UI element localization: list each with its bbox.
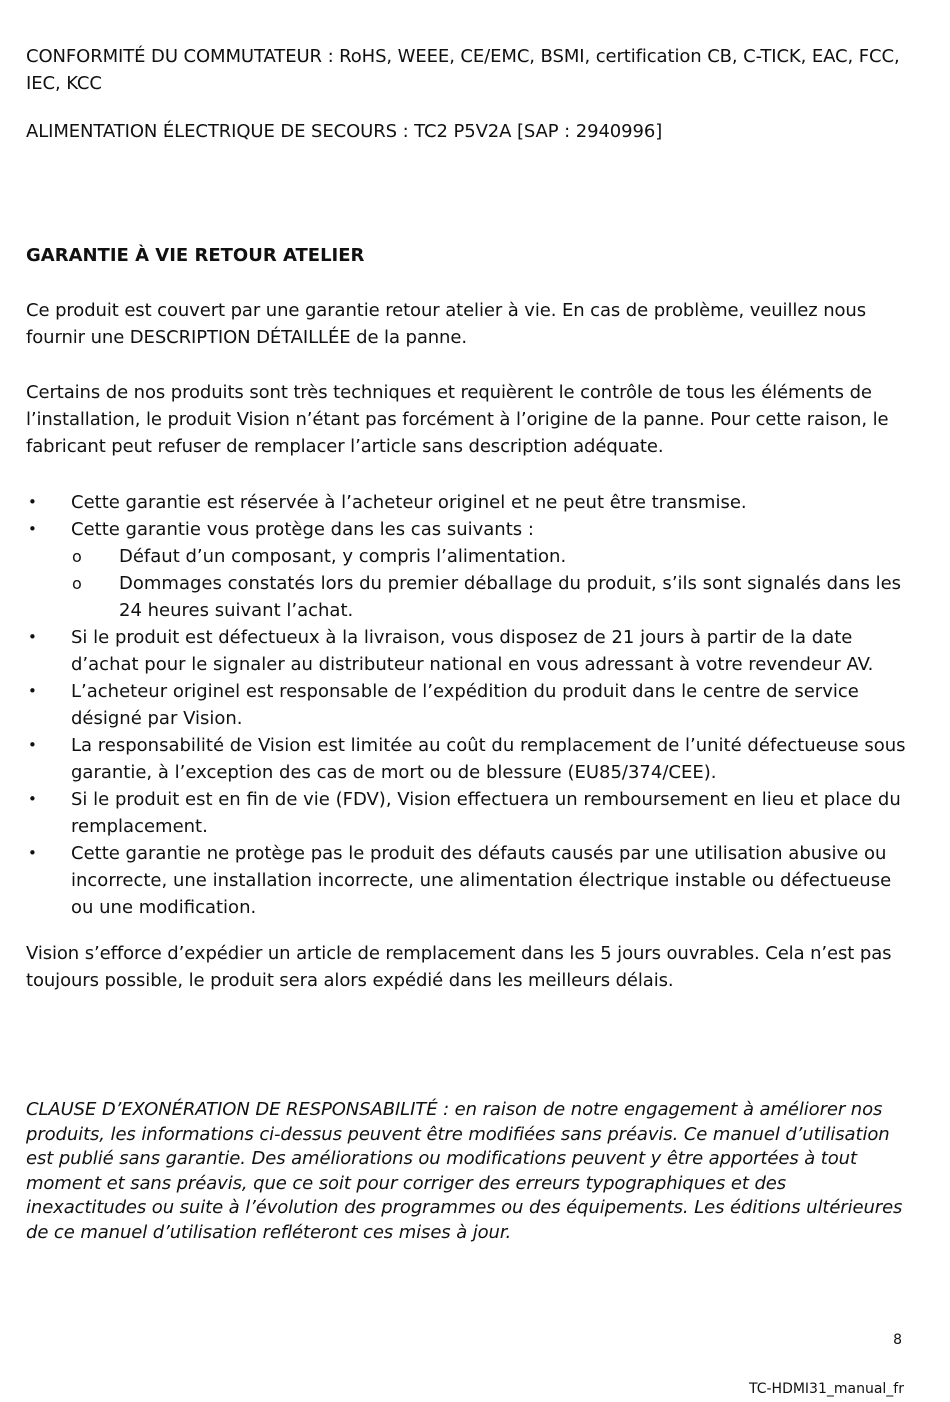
sub-list-item-text: Dommages constatés lors du premier déballage du produit, s’ils sont signalés dans les 24 heures suivant l’achat. [119,573,902,621]
warranty-conditions-list [26,489,906,921]
list-item [26,732,906,786]
bullet-icon: • [28,736,37,754]
page-number: 8 [893,1332,902,1348]
list-item-text: Cette garantie est réservée à l’acheteur originel et ne peut être transmise. [71,492,747,513]
bullet-icon: • [28,682,37,700]
list-item-text: Si le produit est en fin de vie (FDV), Vision effectuera un remboursement en lieu et place du remplacement. [71,789,901,837]
circle-bullet-icon: o [72,547,82,566]
list-item [26,489,906,516]
compliance-text: CONFORMITÉ DU COMMUTATEUR : RoHS, WEEE, CE/EMC, BSMI, certification CB, C-TICK, EAC, FCC, IEC, KCC [26,46,900,94]
backup-power-text: ALIMENTATION ÉLECTRIQUE DE SECOURS : TC2 P5V2A [SAP : 2940996] [26,121,663,142]
list-item [26,678,906,732]
list-item-text: Cette garantie vous protège dans les cas suivants : [71,519,534,540]
list-item-text: La responsabilité de Vision est limitée au coût du remplacement de l’unité défectueuse sous garantie, à l’exception des cas de mort ou de blessure (EU85/374/CEE). [71,735,906,783]
bullet-icon: • [28,790,37,808]
list-item-text: L’acheteur originel est responsable de l’expédition du produit dans le centre de service désigné par Vision. [71,681,859,729]
covered-cases-list [71,543,906,624]
disclaimer-text: CLAUSE D’EXONÉRATION DE RESPONSABILITÉ : en raison de notre engagement à améliorer nos produits, les informations ci-dessus peuvent être modifiées sans préavis. Ce manuel d’utilisation est publié sans garantie. Des améliorations ou modifications peuvent y être apportées à tout moment et sans préavis, que ce soit pour corriger des erreurs typographiques et des inexactitudes ou suite à l’évolution des programmes ou des équipements. Les éditions ultérieures de ce manuel d’utilisation refléteront ces mises à jour. [26,1099,903,1243]
bullet-icon: • [28,628,37,646]
shipping-note: Vision s’efforce d’expédier un article de remplacement dans les 5 jours ouvrables. Cela n’est pas toujours possible, le produit sera alors expédié dans les meilleurs délais. [26,943,892,991]
list-item [26,786,906,840]
list-item [26,840,906,921]
sub-list-item [26,570,906,624]
list-item [26,624,906,678]
warranty-heading: GARANTIE À VIE RETOUR ATELIER [26,245,365,266]
list-item-text: Cette garantie ne protège pas le produit des défauts causés par une utilisation abusive ou incorrecte, une installation incorrecte, une alimentation électrique instable ou défectueuse ou une modification. [71,843,892,918]
warranty-intro: Ce produit est couvert par une garantie retour atelier à vie. En cas de problème, veuillez nous fournir une DESCRIPTION DÉTAILLÉE de la panne. [26,300,867,348]
sub-list-item-text: Défaut d’un composant, y compris l’alimentation. [119,546,567,567]
document-reference: TC-HDMI31_manual_fr [748,1381,904,1397]
circle-bullet-icon: o [72,574,82,593]
bullet-icon: • [28,493,37,511]
list-item [26,516,906,624]
warranty-technical-note: Certains de nos produits sont très techniques et requièrent le contrôle de tous les éléments de l’installation, le produit Vision n’étant pas forcément à l’origine de la panne. Pour cette raison, le fabricant peut refuser de remplacer l’article sans description adéquate. [26,382,889,457]
sub-list-item [26,543,906,570]
bullet-icon: • [28,520,37,538]
list-item-text: Si le produit est défectueux à la livraison, vous disposez de 21 jours à partir de la date d’achat pour le signaler au distributeur national en vous adressant à votre revendeur AV. [71,627,874,675]
bullet-icon: • [28,844,37,862]
